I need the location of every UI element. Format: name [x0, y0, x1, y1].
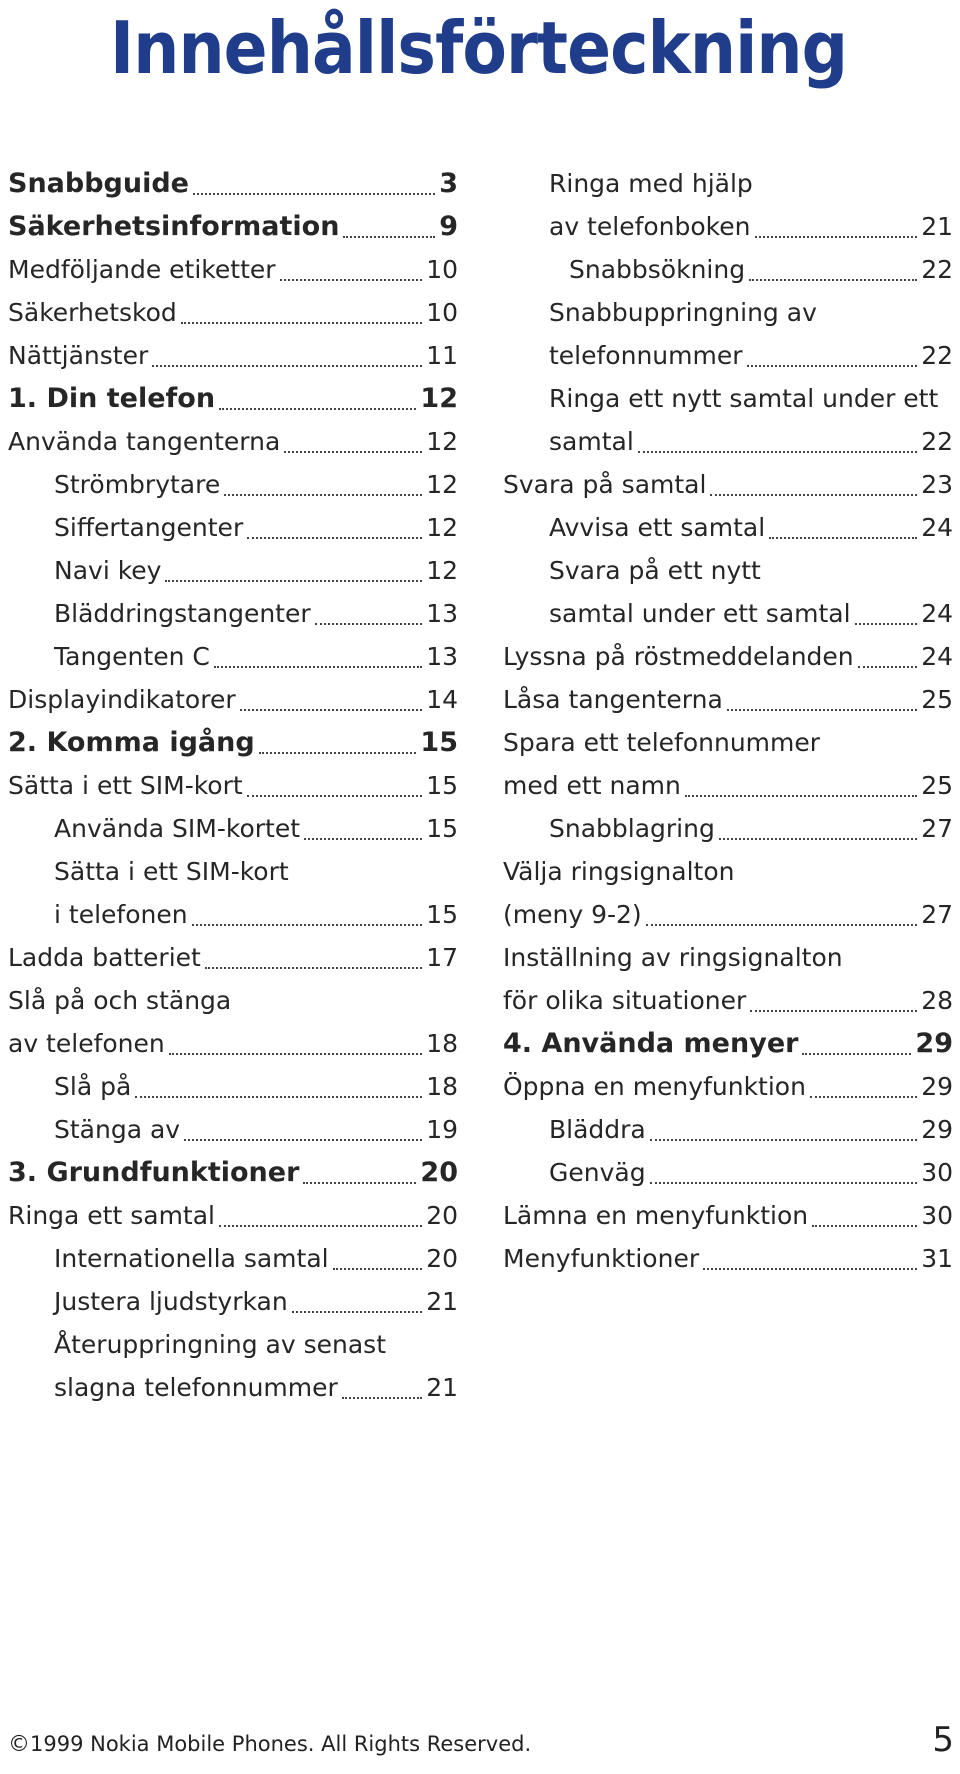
toc-entry-row [503, 764, 953, 807]
toc-entry-row [54, 1065, 458, 1108]
toc-page-number: 24 [921, 513, 953, 542]
toc-entry-row [503, 979, 953, 1022]
toc-entry-row [503, 463, 953, 506]
toc-entry-row [8, 420, 458, 463]
toc-entry-row [503, 1022, 953, 1065]
dot-leader [646, 924, 918, 926]
dot-leader [650, 1139, 917, 1141]
copyright-text: 1999 Nokia Mobile Phones. All Rights Reserved. [30, 1732, 532, 1756]
dot-leader [247, 795, 423, 797]
toc-entry-title: Justera ljudstyrkan [54, 1287, 288, 1316]
toc-page-number: 24 [921, 642, 953, 671]
toc-page-number: 24 [921, 599, 953, 628]
dot-leader [193, 193, 435, 195]
toc-entry-title: Displayindikatorer [8, 685, 236, 714]
toc-column-right [503, 162, 953, 1280]
toc-page-number: 15 [426, 900, 458, 929]
toc-entry[interactable] [503, 1065, 953, 1108]
toc-entry[interactable] [503, 1237, 953, 1280]
toc-entry-title: Snabbguide [8, 168, 189, 199]
toc-entry-row [549, 1151, 953, 1194]
toc-entry-row [503, 1237, 953, 1280]
toc-entry-title: Lyssna på röstmeddelanden [503, 642, 854, 671]
toc-entry-title: Strömbrytare [54, 470, 221, 499]
dot-leader [333, 1268, 423, 1270]
toc-entry-row [8, 1022, 458, 1065]
toc-entry[interactable] [503, 549, 953, 635]
toc-entry[interactable] [8, 549, 458, 592]
toc-entry[interactable] [8, 334, 458, 377]
toc-entry-row [8, 377, 458, 420]
toc-entry-title: Ringa ett nytt samtal under ett [549, 384, 939, 413]
toc-entry-title: Ringa ett samtal [8, 1201, 215, 1230]
dot-leader [769, 537, 917, 539]
toc-page-number: 22 [921, 427, 953, 456]
toc-entry-row [569, 248, 953, 291]
toc-entry-title: av telefonen [8, 1029, 165, 1058]
toc-page-number: 20 [420, 1157, 458, 1188]
toc-page-number: 18 [426, 1072, 458, 1101]
toc-entry[interactable] [8, 162, 458, 205]
toc-entry-title: samtal [549, 427, 634, 456]
toc-entry[interactable] [8, 678, 458, 721]
toc-entry-row [503, 1065, 953, 1108]
toc-entry[interactable] [503, 850, 953, 936]
toc-entry-row [54, 506, 458, 549]
dot-leader [750, 1010, 917, 1012]
toc-entry-row [549, 592, 953, 635]
dot-leader [304, 838, 422, 840]
dot-leader [703, 1268, 917, 1270]
toc-entry[interactable] [8, 721, 458, 764]
toc-page-number: 10 [426, 298, 458, 327]
toc-entry-row [54, 1280, 458, 1323]
toc-entry-row [503, 678, 953, 721]
toc-entry[interactable] [503, 678, 953, 721]
toc-page-number: 27 [921, 814, 953, 843]
toc-page-number: 22 [921, 255, 953, 284]
toc-entry-title: Sätta i ett SIM-kort [8, 771, 243, 800]
toc-entry-row [8, 764, 458, 807]
toc-entry[interactable] [503, 1022, 953, 1065]
toc-entry[interactable] [8, 1065, 458, 1108]
toc-entry-title: Slå på [54, 1072, 132, 1101]
toc-page-number: 28 [921, 986, 953, 1015]
dot-leader [135, 1096, 422, 1098]
toc-entry[interactable] [503, 807, 953, 850]
toc-entry-title: Svara på samtal [503, 470, 707, 499]
dot-leader [719, 838, 917, 840]
toc-entry[interactable] [503, 1108, 953, 1151]
toc-entry[interactable] [8, 1194, 458, 1237]
toc-entry-row [8, 334, 458, 377]
dot-leader [303, 1182, 416, 1184]
toc-entry[interactable] [503, 463, 953, 506]
toc-entry-title: Medföljande etiketter [8, 255, 276, 284]
dot-leader [727, 709, 917, 711]
toc-page-number: 12 [426, 470, 458, 499]
toc-entry-title: Snabblagring [549, 814, 715, 843]
toc-entry-row [8, 721, 458, 764]
dot-leader [240, 709, 423, 711]
toc-entry-row [54, 549, 458, 592]
toc-entry-row [8, 291, 458, 334]
toc-page-number: 25 [921, 685, 953, 714]
toc-entry-row [549, 1108, 953, 1151]
toc-page-number: 31 [921, 1244, 953, 1273]
dot-leader [315, 623, 423, 625]
toc-page-number: 23 [921, 470, 953, 499]
toc-entry[interactable] [8, 936, 458, 979]
toc-page-number: 27 [921, 900, 953, 929]
toc-page-number: 14 [426, 685, 458, 714]
toc-page-number: 29 [921, 1115, 953, 1144]
dot-leader [685, 795, 917, 797]
dot-leader [710, 494, 917, 496]
toc-page-number: 11 [426, 341, 458, 370]
toc-entry-row [503, 1194, 953, 1237]
toc-entry-row [8, 1194, 458, 1237]
toc-page-number: 3 [439, 168, 458, 199]
toc-entry-row [54, 635, 458, 678]
toc-entry[interactable] [503, 506, 953, 549]
toc-entry-row [549, 205, 953, 248]
dot-leader [280, 279, 423, 281]
dot-leader [224, 494, 422, 496]
toc-entry-row [549, 506, 953, 549]
toc-entry[interactable] [8, 807, 458, 850]
toc-entry[interactable] [8, 420, 458, 463]
toc-entry[interactable] [503, 721, 953, 807]
dot-leader [749, 279, 917, 281]
toc-entry-row [8, 205, 458, 248]
page-title: Innehållsförteckning [110, 6, 848, 90]
toc-entry-title: 3. Grundfunktioner [8, 1157, 300, 1188]
toc-entry-title: Spara ett telefonnummer [503, 728, 821, 757]
toc-entry-title: Slå på och stänga [8, 986, 232, 1015]
toc-page-number: 20 [426, 1201, 458, 1230]
toc-page-number: 29 [921, 1072, 953, 1101]
toc-entry-title: Sätta i ett SIM-kort [54, 857, 289, 886]
toc-entry-title: (meny 9-2) [503, 900, 642, 929]
toc-entry-title: Nättjänster [8, 341, 149, 370]
dot-leader [812, 1225, 917, 1227]
toc-page-number: 10 [426, 255, 458, 284]
toc-entry-title: Menyfunktioner [503, 1244, 700, 1273]
toc-page-number: 15 [426, 814, 458, 843]
toc-entry[interactable] [8, 463, 458, 506]
toc-entry-title: Tangenten C [54, 642, 210, 671]
dot-leader [284, 451, 422, 453]
toc-entry[interactable] [8, 377, 458, 420]
toc-entry-row [8, 1151, 458, 1194]
toc-page-number: 19 [426, 1115, 458, 1144]
dot-leader [165, 580, 422, 582]
toc-page-number: 9 [439, 211, 458, 242]
toc-entry-row [8, 248, 458, 291]
toc-page-number: 30 [921, 1201, 953, 1230]
toc-entry-title: Använda SIM-kortet [54, 814, 301, 843]
dot-leader [858, 666, 918, 668]
dot-leader [247, 537, 422, 539]
dot-leader [747, 365, 918, 367]
toc-entry[interactable] [503, 291, 953, 377]
toc-entry-title: Lämna en menyfunktion [503, 1201, 809, 1230]
toc-page-number: 13 [426, 599, 458, 628]
toc-entry-title: Svara på ett nytt [549, 556, 761, 585]
dot-leader [214, 666, 422, 668]
toc-entry[interactable] [503, 1194, 953, 1237]
dot-leader [638, 451, 917, 453]
toc-entry-title: Ringa med hjälp [549, 169, 753, 198]
toc-page-number: 21 [426, 1373, 458, 1402]
dot-leader [259, 752, 417, 754]
toc-page-number: 20 [426, 1244, 458, 1273]
dot-leader [192, 924, 423, 926]
toc-entry[interactable] [8, 592, 458, 635]
toc-entry-title: av telefonboken [549, 212, 751, 241]
dot-leader [205, 967, 422, 969]
toc-entry-title: Låsa tangenterna [503, 685, 723, 714]
toc-entry-title: samtal under ett samtal [549, 599, 851, 628]
toc-page-number: 13 [426, 642, 458, 671]
toc-entry[interactable] [8, 979, 458, 1065]
dot-leader [810, 1096, 917, 1098]
toc-entry[interactable] [8, 850, 458, 936]
toc-column-left [8, 162, 458, 1409]
toc-entry-row [54, 1108, 458, 1151]
toc-entry-title: Inställning av ringsignalton [503, 943, 843, 972]
toc-entry[interactable] [503, 1151, 953, 1194]
toc-entry-title: slagna telefonnummer [54, 1373, 338, 1402]
toc-entry[interactable] [8, 205, 458, 248]
toc-entry[interactable] [8, 1280, 458, 1323]
toc-entry[interactable] [503, 248, 953, 291]
toc-entry-row [503, 893, 953, 936]
page-number: 5 [932, 1720, 954, 1760]
toc-page-number: 17 [426, 943, 458, 972]
toc-entry[interactable] [8, 1323, 458, 1409]
toc-entry-row [549, 807, 953, 850]
toc-entry-title: Avvisa ett samtal [549, 513, 766, 542]
toc-entry-title: för olika situationer [503, 986, 747, 1015]
toc-entry-title: Återuppringning av senast [54, 1330, 386, 1359]
toc-entry-title: 1. Din telefon [8, 383, 216, 414]
dot-leader [343, 236, 435, 238]
toc-entry[interactable] [503, 162, 953, 248]
toc-entry-title: Genväg [549, 1158, 646, 1187]
toc-entry-title: Säkerhetskod [8, 298, 177, 327]
toc-page-number: 12 [426, 513, 458, 542]
toc-entry-title: Siffertangenter [54, 513, 244, 542]
toc-page-number: 29 [915, 1028, 953, 1059]
toc-entry-title: Snabbsökning [569, 255, 746, 284]
toc-page-number: 15 [426, 771, 458, 800]
toc-entry-title: i telefonen [54, 900, 188, 929]
toc-entry[interactable] [8, 764, 458, 807]
toc-entry-title: Navi key [54, 556, 162, 585]
toc-entry-row [8, 162, 458, 205]
dot-leader [219, 408, 416, 410]
toc-page-number: 18 [426, 1029, 458, 1058]
dot-leader [152, 365, 422, 367]
copyright-notice [8, 1732, 531, 1757]
toc-entry[interactable] [8, 1237, 458, 1280]
toc-entry[interactable] [503, 377, 953, 463]
toc-entry[interactable] [8, 291, 458, 334]
toc-entry[interactable] [503, 635, 953, 678]
toc-entry-title: Använda tangenterna [8, 427, 281, 456]
toc-entry[interactable] [503, 936, 953, 1022]
toc-entry[interactable] [8, 506, 458, 549]
toc-entry-title: Snabbuppringning av [549, 298, 817, 327]
toc-entry[interactable] [8, 1108, 458, 1151]
toc-entry-title: Välja ringsignalton [503, 857, 735, 886]
toc-entry-row [54, 1366, 458, 1409]
toc-entry-row [503, 635, 953, 678]
toc-entry-row [54, 893, 458, 936]
toc-entry-title: telefonnummer [549, 341, 743, 370]
toc-page-number: 25 [921, 771, 953, 800]
toc-entry-title: Öppna en menyfunktion [503, 1072, 806, 1101]
dot-leader [650, 1182, 918, 1184]
toc-entry-title: 4. Använda menyer [503, 1028, 799, 1059]
toc-entry[interactable] [8, 635, 458, 678]
toc-entry-title: Bläddringstangenter [54, 599, 311, 628]
toc-entry-title: Internationella samtal [54, 1244, 329, 1273]
toc-page-number: 22 [921, 341, 953, 370]
toc-entry-row [8, 936, 458, 979]
toc-page-number: 15 [420, 727, 458, 758]
toc-entry-row [54, 807, 458, 850]
toc-page-number: 21 [426, 1287, 458, 1316]
dot-leader [169, 1053, 422, 1055]
toc-page-number: 30 [921, 1158, 953, 1187]
toc-entry-title: Bläddra [549, 1115, 646, 1144]
toc-entry-row [549, 420, 953, 463]
toc-entry[interactable] [8, 248, 458, 291]
dot-leader [181, 322, 422, 324]
dot-leader [292, 1311, 423, 1313]
dot-leader [184, 1139, 422, 1141]
toc-entry-title: Stänga av [54, 1115, 181, 1144]
toc-entry-title: Säkerhetsinformation [8, 211, 340, 242]
toc-entry-row [549, 334, 953, 377]
toc-entry-title: 2. Komma igång [8, 727, 255, 758]
toc-entry-row [54, 463, 458, 506]
toc-entry-row [8, 678, 458, 721]
page-footer [0, 1720, 960, 1770]
toc-page-number: 12 [426, 427, 458, 456]
dot-leader [219, 1225, 422, 1227]
toc-page-number: 12 [420, 383, 458, 414]
toc-entry-title: med ett namn [503, 771, 681, 800]
toc-entry-row [54, 1237, 458, 1280]
dot-leader [342, 1397, 422, 1399]
dot-leader [855, 623, 918, 625]
toc-entry-row [54, 592, 458, 635]
dot-leader [755, 236, 918, 238]
toc-page-number: 21 [921, 212, 953, 241]
toc-entry-title: Ladda batteriet [8, 943, 201, 972]
toc-page-number: 12 [426, 556, 458, 585]
toc-entry[interactable] [8, 1151, 458, 1194]
dot-leader [802, 1053, 911, 1055]
copyright-icon: © [8, 1732, 30, 1757]
